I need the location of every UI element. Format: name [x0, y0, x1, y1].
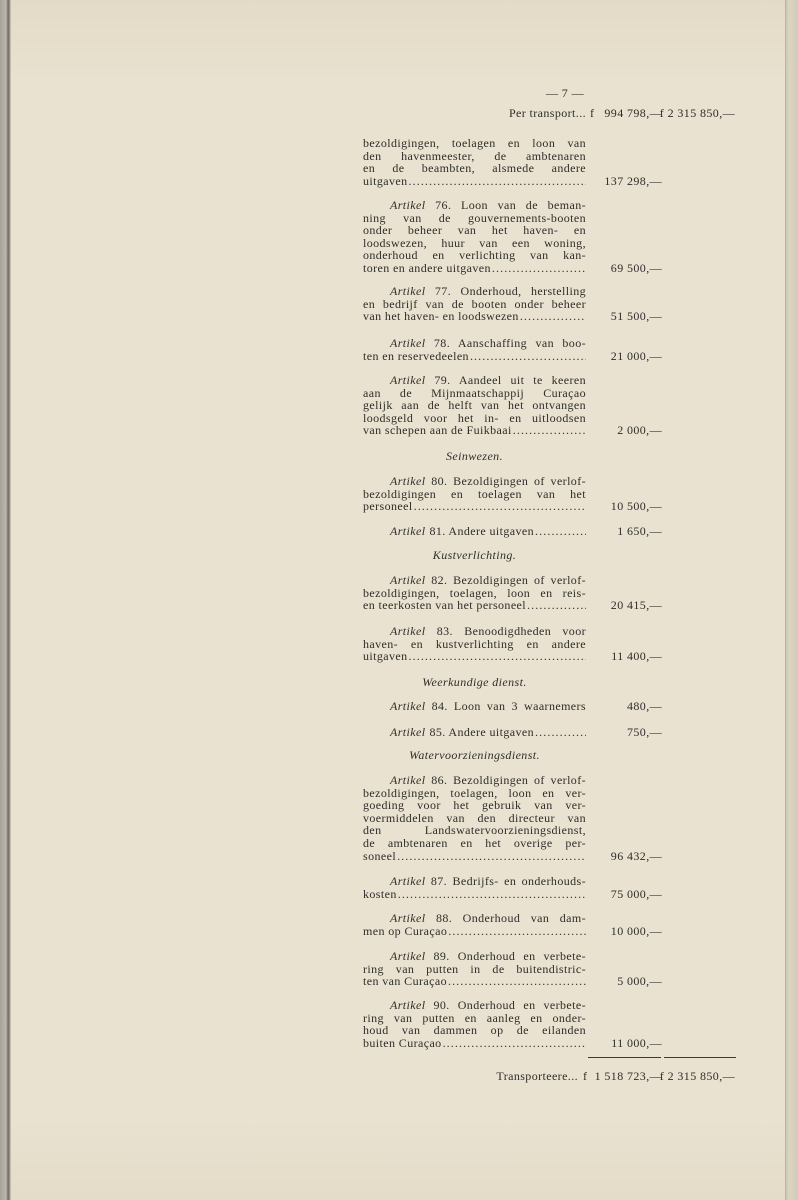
- entry-line: [363, 925, 586, 938]
- article-label: Artikel: [390, 198, 426, 212]
- entry-line: [363, 337, 586, 350]
- entry-text: [363, 700, 586, 713]
- entry-line: [363, 424, 586, 437]
- entry-line: [363, 875, 586, 888]
- entry-line: [363, 950, 586, 963]
- carry-forward-row: [0, 107, 798, 120]
- entry-line-text: 81. Andere uitgaven: [429, 524, 535, 538]
- budget-entry-continued: [363, 137, 662, 187]
- budget-entry-article-84: [363, 700, 662, 713]
- entry-text: [363, 374, 586, 437]
- entry-line: [363, 999, 586, 1012]
- entry-line: bezoldigingen en toelagen van het: [363, 486, 586, 501]
- entry-line: bezoldigingen, toelagen, loon en ver-: [363, 785, 586, 800]
- entry-line: [363, 350, 586, 363]
- entry-line: en de beambten, alsmede andere: [363, 161, 586, 176]
- entry-line: [363, 774, 586, 787]
- entry-line-text: 90. Onderhoud en verbete-: [433, 998, 586, 1012]
- entry-line: [363, 500, 586, 513]
- entry-text: [363, 950, 586, 988]
- entry-line-text: 82. Bezoldigingen of verlof-: [431, 573, 586, 587]
- dot-leader: [492, 262, 586, 275]
- dot-leader: [470, 350, 586, 363]
- entry-line-text: kosten: [363, 886, 397, 901]
- entry-line-text: 89. Onderhoud en verbete-: [433, 949, 586, 963]
- entry-line: goeding voor het gebruik van ver-: [363, 798, 586, 813]
- entry-line: onder beheer van het haven- en: [363, 223, 586, 238]
- entry-line-text: 79. Aandeel uit te keeren: [434, 373, 586, 387]
- entry-line: [363, 525, 586, 538]
- entry-amount: 75 000,—: [610, 886, 662, 901]
- entry-line-text: 80. Bezoldigingen of verlof-: [431, 474, 586, 488]
- entry-line: [363, 310, 586, 323]
- dot-leader: [527, 599, 586, 612]
- entry-line: [363, 199, 586, 212]
- entry-line-text: soneel: [363, 848, 397, 863]
- entry-amount: 20 415,—: [610, 598, 662, 613]
- entry-line-text: 85. Andere uitgaven: [429, 725, 535, 739]
- carry-forward-total: f 2 315 850,—: [659, 106, 735, 120]
- entry-amount: 10 500,—: [610, 499, 662, 514]
- entry-text: [363, 574, 586, 612]
- article-label: Artikel: [390, 524, 426, 538]
- article-label: Artikel: [390, 874, 426, 888]
- entry-line: [363, 475, 586, 488]
- article-label: Artikel: [390, 336, 426, 350]
- entry-line: den Landswatervoorzieningsdienst,: [363, 823, 586, 838]
- entry-line-text: men op Curaçao: [363, 923, 448, 938]
- entry-amount: 11 000,—: [611, 1035, 662, 1050]
- entry-line: [363, 285, 586, 298]
- entry-line: [363, 374, 586, 387]
- entry-line-text: uitgaven: [363, 649, 408, 664]
- carry-over-total: f 2 315 850,—: [659, 1069, 735, 1083]
- entry-text: [363, 999, 586, 1049]
- subtotal-rule: [588, 1057, 661, 1058]
- entry-line: loodsgeld voor het in- en uitloodsen: [363, 410, 586, 425]
- entry-amount: 480,—: [627, 699, 662, 713]
- article-label: Artikel: [390, 573, 426, 587]
- budget-entry-article-82: [363, 574, 662, 612]
- entry-line: ring van putten in de buitendistric-: [363, 961, 586, 976]
- budget-entry-article-81: [363, 525, 662, 538]
- entry-line: houd van dammen op de eilanden: [363, 1023, 586, 1038]
- dot-leader: [409, 175, 586, 188]
- entry-amount: 1 650,—: [617, 524, 662, 538]
- entry-line: den havenmeester, de ambtenaren: [363, 148, 586, 163]
- entry-text: [363, 475, 586, 513]
- carry-forward-amount: 994 798,—: [604, 106, 662, 120]
- entry-line: [363, 574, 586, 587]
- entry-line: [363, 262, 586, 275]
- entry-amount: 21 000,—: [610, 348, 662, 363]
- budget-entry-article-77: [363, 285, 662, 323]
- total-rule: [664, 1057, 736, 1058]
- section-heading-seinwezen: Seinwezen.: [446, 449, 503, 463]
- entry-line-text: toren en andere uitgaven: [363, 260, 491, 275]
- dot-leader: [414, 500, 586, 513]
- entry-line-text: uitgaven: [363, 173, 408, 188]
- currency-symbol: f: [590, 106, 595, 120]
- entry-text: [363, 912, 586, 937]
- article-label: Artikel: [390, 699, 426, 713]
- entry-line: loodswezen, huur van een woning,: [363, 235, 586, 250]
- entry-line-text: personeel: [363, 499, 413, 514]
- entry-line: ring van putten en aanleg en onder-: [363, 1010, 586, 1025]
- article-label: Artikel: [390, 949, 426, 963]
- dot-leader: [397, 850, 586, 863]
- page-edge: [785, 0, 798, 1200]
- entry-text: [363, 625, 586, 663]
- entry-text: [363, 137, 586, 187]
- entry-line: bezoldigingen, toelagen en loon van: [363, 136, 586, 150]
- entry-line: [363, 599, 586, 612]
- budget-entry-article-76: [363, 199, 662, 275]
- article-label: Artikel: [390, 474, 426, 488]
- article-label: Artikel: [390, 373, 426, 387]
- article-label: Artikel: [390, 725, 426, 739]
- entry-line: [363, 975, 586, 988]
- carry-over-amount: 1 518 723,—: [594, 1069, 662, 1083]
- budget-entry-article-80: [363, 475, 662, 513]
- budget-entry-article-85: [363, 726, 662, 739]
- entry-line: [363, 1037, 586, 1050]
- section-heading-weerkundige-dienst: Weerkundige dienst.: [422, 675, 527, 689]
- entry-amount: 96 432,—: [610, 848, 662, 863]
- entry-line-text: van schepen aan de Fuikbaai: [363, 423, 512, 438]
- dot-leader: [448, 975, 586, 988]
- entry-line: [363, 726, 586, 739]
- entry-line: [363, 850, 586, 863]
- entry-amount: 10 000,—: [610, 923, 662, 938]
- dot-leader: [448, 925, 586, 938]
- entry-text: [363, 726, 586, 739]
- entry-amount: 2 000,—: [617, 423, 662, 438]
- entry-line-text: 76. Loon van de beman-: [435, 198, 586, 212]
- carry-forward-label: Per transport...: [508, 106, 586, 120]
- entry-line-text: 86. Bezoldigingen of verlof-: [431, 773, 586, 787]
- dot-leader: [520, 310, 586, 323]
- budget-entry-article-78: [363, 337, 662, 362]
- budget-entry-article-90: [363, 999, 662, 1049]
- entry-line: [363, 175, 586, 188]
- entry-line: [363, 650, 586, 663]
- entry-line-text: buiten Curaçao: [363, 1035, 442, 1050]
- article-label: Artikel: [390, 624, 426, 638]
- entry-line-text: 88. Onderhoud van dam-: [435, 911, 586, 925]
- article-label: Artikel: [390, 284, 426, 298]
- dot-leader: [535, 726, 586, 739]
- entry-line: [363, 888, 586, 901]
- entry-line-text: van het haven- en loodswezen: [363, 309, 519, 324]
- entry-line: [363, 625, 586, 638]
- dot-leader: [535, 525, 586, 538]
- entry-line-text: ten en reservedeelen: [363, 348, 469, 363]
- binding-shadow: [0, 0, 11, 1200]
- entry-amount: 11 400,—: [611, 649, 662, 664]
- entry-amount: 51 500,—: [610, 309, 662, 324]
- carry-over-label: Transporteere...: [496, 1069, 578, 1083]
- entry-line: haven- en kustverlichting en andere: [363, 636, 586, 651]
- article-label: Artikel: [390, 773, 426, 787]
- entry-line-text: 77. Onderhoud, herstelling: [434, 284, 587, 298]
- dot-leader: [409, 650, 586, 663]
- entry-line-text: 84. Loon van 3 waarnemers: [431, 699, 587, 713]
- entry-amount: 69 500,—: [610, 260, 662, 275]
- entry-text: [363, 337, 586, 362]
- entry-line: [363, 912, 586, 925]
- entry-text: [363, 285, 586, 323]
- entry-line-text: 78. Aanschaffing van boo-: [433, 336, 586, 350]
- budget-entry-article-88: [363, 912, 662, 937]
- carry-over-row: [0, 1070, 798, 1083]
- dot-leader: [513, 424, 586, 437]
- entry-line: ning van de gouvernements-booten: [363, 210, 586, 225]
- article-label: Artikel: [390, 998, 426, 1012]
- dot-leader: [398, 888, 586, 901]
- entry-amount: 5 000,—: [617, 974, 662, 989]
- entry-line: voermiddelen van den directeur van: [363, 810, 586, 825]
- entry-amount: 750,—: [627, 725, 662, 739]
- entry-line: [363, 700, 586, 713]
- entry-line-text: en teerkosten van het personeel: [363, 598, 527, 613]
- section-heading-kustverlichting: Kustverlichting.: [432, 548, 517, 562]
- entry-line-text: 83. Benoodigdheden voor: [436, 624, 587, 638]
- entry-line-text: ten van Curaçao: [363, 974, 447, 989]
- entry-text: [363, 774, 586, 862]
- budget-entry-article-83: [363, 625, 662, 663]
- page-number: — 7 —: [546, 86, 584, 100]
- entry-line-text: 87. Bedrijfs- en onderhouds-: [430, 874, 586, 888]
- section-heading-watervoorzieningsdienst: Watervoorzieningsdienst.: [409, 748, 540, 762]
- currency-symbol: f: [583, 1069, 588, 1083]
- entry-text: [363, 875, 586, 900]
- entry-line: gelijk aan de helft van het ontvangen: [363, 398, 586, 413]
- entry-line: onderhoud en verlichting van kan-: [363, 248, 586, 263]
- entry-text: [363, 525, 586, 538]
- budget-entry-article-86: [363, 774, 662, 862]
- dot-leader: [443, 1037, 586, 1050]
- budget-entry-article-79: [363, 374, 662, 437]
- budget-entry-article-87: [363, 875, 662, 900]
- entry-line: bezoldigingen, toelagen, loon en reis-: [363, 585, 586, 600]
- budget-entry-article-89: [363, 950, 662, 988]
- entry-line: de ambtenaren en het overige per-: [363, 835, 586, 850]
- article-label: Artikel: [390, 911, 426, 925]
- entry-line: en bedrijf van de booten onder beheer: [363, 296, 586, 311]
- entry-text: [363, 199, 586, 275]
- entry-line: aan de Mijnmaatschappij Curaçao: [363, 385, 586, 400]
- entry-amount: 137 298,—: [604, 173, 662, 188]
